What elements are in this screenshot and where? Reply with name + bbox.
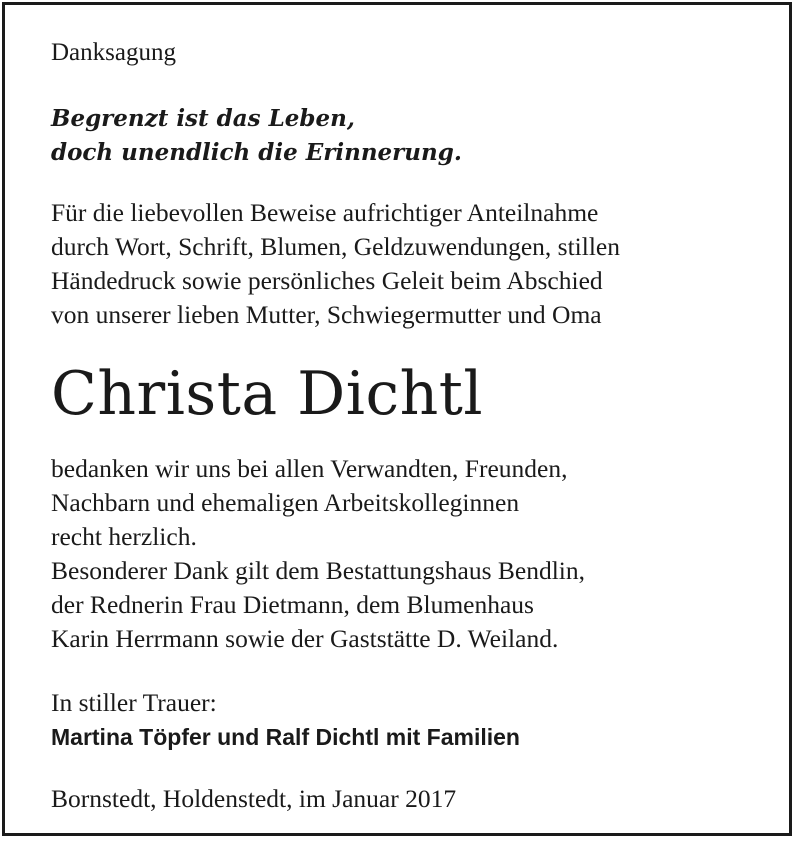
motto (51, 102, 751, 170)
thanks-line: recht herzlich. (51, 522, 197, 551)
thanks-paragraph (51, 452, 751, 656)
deceased-name: Christa Dichtl (51, 359, 484, 429)
mourners: Martina Töpfer und Ralf Dichtl mit Familien (51, 724, 520, 750)
thanks-line: bedanken wir uns bei allen Verwandten, Freunden, (51, 454, 568, 483)
intro-line: durch Wort, Schrift, Blumen, Geldzuwendungen, stillen (51, 232, 620, 261)
motto-line: Begrenzt ist das Leben, (51, 105, 355, 132)
intro-line: von unserer lieben Mutter, Schwiegermutter und Oma (51, 300, 602, 329)
motto-line: doch unendlich die Erinnerung. (51, 139, 462, 166)
thanks-line: der Rednerin Frau Dietmann, dem Blumenhaus (51, 590, 534, 619)
mourning-label: In stiller Trauer: (51, 688, 217, 717)
thanks-line: Karin Herrmann sowie der Gaststätte D. Weiland. (51, 624, 559, 653)
intro-line: Händedruck sowie persönliches Geleit beim Abschied (51, 266, 603, 295)
place-date: Bornstedt, Holdenstedt, im Januar 2017 (51, 784, 457, 813)
intro-paragraph (51, 196, 751, 332)
notice-heading: Danksagung (51, 39, 176, 66)
obituary-notice (51, 36, 751, 816)
thanks-line: Besonderer Dank gilt dem Bestattungshaus Bendlin, (51, 556, 585, 585)
intro-line: Für die liebevollen Beweise aufrichtiger Anteilnahme (51, 198, 599, 227)
thanks-line: Nachbarn und ehemaligen Arbeitskolleginnen (51, 488, 520, 517)
